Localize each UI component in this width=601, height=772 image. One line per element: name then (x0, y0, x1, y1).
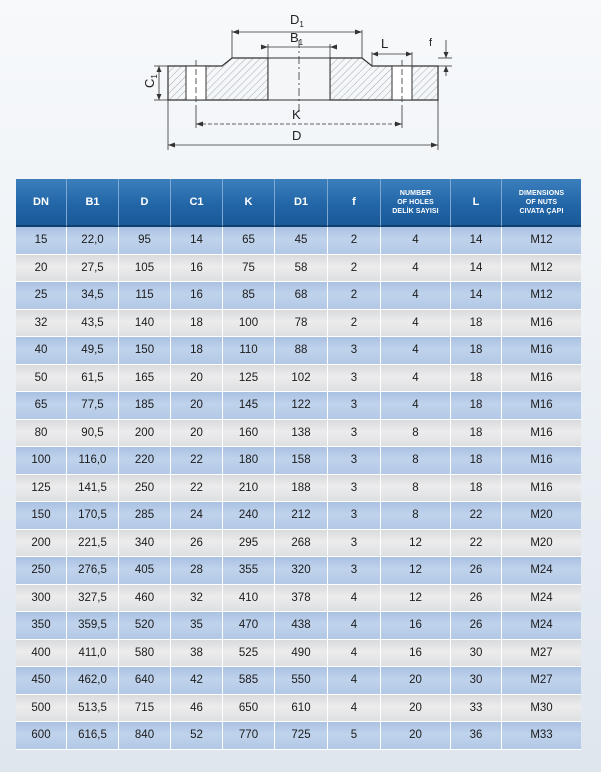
cell-l: 14 (451, 227, 502, 255)
table-body (16, 227, 581, 750)
cell-nuts: M12 (502, 282, 581, 310)
cell-nuts: M24 (502, 557, 581, 585)
cell-holes: 4 (381, 365, 451, 393)
cell-d1: 78 (275, 310, 328, 338)
cell-c1: 14 (171, 227, 223, 255)
col-header-dn: DN (16, 179, 67, 227)
cell-c1: 35 (171, 612, 223, 640)
label-b1: $B_1$ (290, 30, 304, 47)
cell-c1: 32 (171, 585, 223, 613)
cell-k: 85 (223, 282, 275, 310)
cell-b1: 616,5 (67, 722, 119, 750)
cell-d1: 138 (275, 420, 328, 448)
col-header-l: L (451, 179, 502, 227)
cell-f: 4 (328, 585, 381, 613)
cell-d1: 438 (275, 612, 328, 640)
cell-nuts: M16 (502, 337, 581, 365)
cell-d: 520 (119, 612, 171, 640)
cell-b1: 34,5 (67, 282, 119, 310)
flange-body-shape (168, 58, 268, 100)
cell-f: 3 (328, 365, 381, 393)
cell-holes: 16 (381, 612, 451, 640)
cell-b1: 49,5 (67, 337, 119, 365)
cell-l: 18 (451, 392, 502, 420)
cell-l: 18 (451, 337, 502, 365)
cell-dn: 80 (16, 420, 67, 448)
cell-d1: 122 (275, 392, 328, 420)
cell-d1: 610 (275, 695, 328, 723)
cell-k: 75 (223, 255, 275, 283)
col-header-b1: B1 (67, 179, 119, 227)
cell-l: 14 (451, 255, 502, 283)
cell-d: 220 (119, 447, 171, 475)
cell-b1: 61,5 (67, 365, 119, 393)
cell-k: 145 (223, 392, 275, 420)
cell-d: 105 (119, 255, 171, 283)
cell-dn: 150 (16, 502, 67, 530)
cell-d: 115 (119, 282, 171, 310)
cell-holes: 4 (381, 227, 451, 255)
cell-d1: 378 (275, 585, 328, 613)
cell-nuts: M16 (502, 420, 581, 448)
cell-f: 3 (328, 502, 381, 530)
cell-c1: 18 (171, 310, 223, 338)
table-row (16, 667, 581, 695)
col-header-k: K (223, 179, 275, 227)
cell-k: 240 (223, 502, 275, 530)
label-k: K (292, 107, 301, 122)
cell-k: 470 (223, 612, 275, 640)
cell-f: 2 (328, 255, 381, 283)
cell-f: 2 (328, 310, 381, 338)
cell-k: 180 (223, 447, 275, 475)
cell-dn: 100 (16, 447, 67, 475)
col-header-number-of-holes (381, 179, 451, 227)
cell-dn: 600 (16, 722, 67, 750)
cell-dn: 20 (16, 255, 67, 283)
table-header-row (16, 179, 581, 227)
cell-nuts: M20 (502, 502, 581, 530)
table-row (16, 420, 581, 448)
cell-b1: 116,0 (67, 447, 119, 475)
cell-d1: 725 (275, 722, 328, 750)
cell-nuts: M27 (502, 640, 581, 668)
cell-c1: 42 (171, 667, 223, 695)
table-row (16, 585, 581, 613)
cell-nuts: M24 (502, 612, 581, 640)
table-row (16, 502, 581, 530)
cell-dn: 125 (16, 475, 67, 503)
table-row (16, 310, 581, 338)
cell-d1: 490 (275, 640, 328, 668)
cell-k: 585 (223, 667, 275, 695)
cell-d1: 188 (275, 475, 328, 503)
cell-l: 18 (451, 420, 502, 448)
cell-dn: 200 (16, 530, 67, 558)
cell-l: 30 (451, 640, 502, 668)
cell-d1: 68 (275, 282, 328, 310)
cell-l: 26 (451, 612, 502, 640)
table-row (16, 337, 581, 365)
cell-d: 715 (119, 695, 171, 723)
cell-dn: 450 (16, 667, 67, 695)
table-row (16, 640, 581, 668)
cell-l: 36 (451, 722, 502, 750)
cell-b1: 276,5 (67, 557, 119, 585)
cell-l: 22 (451, 502, 502, 530)
cell-nuts: M16 (502, 365, 581, 393)
flange-body-shape-right (330, 58, 438, 100)
cell-k: 100 (223, 310, 275, 338)
cell-f: 4 (328, 612, 381, 640)
cell-b1: 90,5 (67, 420, 119, 448)
cell-f: 3 (328, 557, 381, 585)
cell-nuts: M12 (502, 227, 581, 255)
cell-d1: 268 (275, 530, 328, 558)
cell-c1: 16 (171, 282, 223, 310)
cell-l: 22 (451, 530, 502, 558)
cell-b1: 513,5 (67, 695, 119, 723)
cell-k: 65 (223, 227, 275, 255)
cell-nuts: M27 (502, 667, 581, 695)
cell-c1: 18 (171, 337, 223, 365)
cell-d: 405 (119, 557, 171, 585)
cell-f: 3 (328, 337, 381, 365)
cell-dn: 15 (16, 227, 67, 255)
cell-c1: 28 (171, 557, 223, 585)
cell-dn: 350 (16, 612, 67, 640)
cell-k: 160 (223, 420, 275, 448)
cell-holes: 4 (381, 337, 451, 365)
cell-b1: 462,0 (67, 667, 119, 695)
table-row (16, 612, 581, 640)
label-l: L (381, 36, 389, 51)
cell-f: 3 (328, 447, 381, 475)
cell-l: 33 (451, 695, 502, 723)
cell-k: 525 (223, 640, 275, 668)
cell-b1: 77,5 (67, 392, 119, 420)
col-header-nuts-line: DIMENSIONS (518, 189, 565, 197)
cell-l: 26 (451, 557, 502, 585)
cell-k: 295 (223, 530, 275, 558)
cell-d1: 212 (275, 502, 328, 530)
cell-f: 4 (328, 640, 381, 668)
cell-c1: 46 (171, 695, 223, 723)
cell-b1: 22,0 (67, 227, 119, 255)
cell-nuts: M16 (502, 475, 581, 503)
cell-d: 640 (119, 667, 171, 695)
cell-l: 18 (451, 475, 502, 503)
cell-c1: 24 (171, 502, 223, 530)
cell-holes: 12 (381, 585, 451, 613)
cell-dn: 400 (16, 640, 67, 668)
label-d: D (292, 128, 302, 143)
cell-b1: 411,0 (67, 640, 119, 668)
cell-d: 460 (119, 585, 171, 613)
col-header-holes-line: OF HOLES (397, 198, 434, 206)
table-row (16, 447, 581, 475)
cell-f: 4 (328, 695, 381, 723)
cell-f: 2 (328, 282, 381, 310)
cell-d1: 320 (275, 557, 328, 585)
cell-l: 18 (451, 365, 502, 393)
col-header-f: f (328, 179, 381, 227)
cell-c1: 20 (171, 420, 223, 448)
cell-c1: 22 (171, 475, 223, 503)
cell-l: 30 (451, 667, 502, 695)
cell-c1: 22 (171, 447, 223, 475)
cell-holes: 20 (381, 667, 451, 695)
cell-holes: 20 (381, 722, 451, 750)
cell-c1: 38 (171, 640, 223, 668)
cell-f: 3 (328, 475, 381, 503)
cell-d: 340 (119, 530, 171, 558)
flange-dimensions-table (16, 179, 581, 750)
table-row (16, 255, 581, 283)
cell-nuts: M16 (502, 310, 581, 338)
cell-d: 285 (119, 502, 171, 530)
table-row (16, 282, 581, 310)
cell-b1: 359,5 (67, 612, 119, 640)
cell-l: 14 (451, 282, 502, 310)
cell-nuts: M12 (502, 255, 581, 283)
cell-f: 5 (328, 722, 381, 750)
cell-k: 110 (223, 337, 275, 365)
col-header-d1: D1 (275, 179, 328, 227)
cell-d: 95 (119, 227, 171, 255)
cell-d1: 158 (275, 447, 328, 475)
flange-cross-section (0, 0, 601, 170)
cell-dn: 300 (16, 585, 67, 613)
cell-k: 410 (223, 585, 275, 613)
cell-nuts: M24 (502, 585, 581, 613)
col-header-nuts-line: OF NUTS (525, 198, 558, 206)
cell-holes: 12 (381, 530, 451, 558)
cell-d1: 102 (275, 365, 328, 393)
cell-dn: 65 (16, 392, 67, 420)
label-f: f (429, 37, 433, 49)
table-row (16, 557, 581, 585)
cell-holes: 16 (381, 640, 451, 668)
cell-d: 165 (119, 365, 171, 393)
col-header-holes-line: NUMBER (399, 189, 432, 197)
table-row (16, 365, 581, 393)
cell-nuts: M33 (502, 722, 581, 750)
cell-f: 3 (328, 530, 381, 558)
cell-holes: 8 (381, 420, 451, 448)
label-d1: $D_1$ (290, 12, 304, 29)
cell-k: 650 (223, 695, 275, 723)
cell-d: 250 (119, 475, 171, 503)
cell-k: 770 (223, 722, 275, 750)
col-header-nuts-line: CIVATA ÇAPI (519, 207, 564, 215)
cell-c1: 52 (171, 722, 223, 750)
cell-dn: 50 (16, 365, 67, 393)
table-row (16, 530, 581, 558)
cell-c1: 20 (171, 365, 223, 393)
cell-k: 355 (223, 557, 275, 585)
flange-diagram (0, 0, 601, 170)
cell-d1: 58 (275, 255, 328, 283)
cell-d: 140 (119, 310, 171, 338)
cell-f: 3 (328, 420, 381, 448)
cell-k: 125 (223, 365, 275, 393)
cell-d: 840 (119, 722, 171, 750)
cell-dn: 500 (16, 695, 67, 723)
cell-holes: 4 (381, 255, 451, 283)
cell-holes: 8 (381, 447, 451, 475)
cell-f: 3 (328, 392, 381, 420)
cell-f: 4 (328, 667, 381, 695)
cell-holes: 4 (381, 282, 451, 310)
cell-holes: 8 (381, 475, 451, 503)
cell-dn: 250 (16, 557, 67, 585)
cell-dn: 32 (16, 310, 67, 338)
cell-nuts: M30 (502, 695, 581, 723)
cell-dn: 25 (16, 282, 67, 310)
cell-b1: 221,5 (67, 530, 119, 558)
cell-b1: 170,5 (67, 502, 119, 530)
cell-dn: 40 (16, 337, 67, 365)
cell-c1: 16 (171, 255, 223, 283)
cell-nuts: M16 (502, 392, 581, 420)
table-row (16, 695, 581, 723)
cell-nuts: M20 (502, 530, 581, 558)
cell-holes: 20 (381, 695, 451, 723)
cell-nuts: M16 (502, 447, 581, 475)
cell-d1: 45 (275, 227, 328, 255)
cell-k: 210 (223, 475, 275, 503)
cell-b1: 141,5 (67, 475, 119, 503)
cell-c1: 20 (171, 392, 223, 420)
col-header-c1: C1 (171, 179, 223, 227)
col-header-d: D (119, 179, 171, 227)
cell-l: 26 (451, 585, 502, 613)
cell-d1: 550 (275, 667, 328, 695)
cell-d: 580 (119, 640, 171, 668)
cell-holes: 4 (381, 392, 451, 420)
col-header-holes-line: DELİK SAYISI (392, 207, 439, 215)
table-row (16, 392, 581, 420)
cell-b1: 327,5 (67, 585, 119, 613)
cell-d: 185 (119, 392, 171, 420)
cell-b1: 43,5 (67, 310, 119, 338)
cell-holes: 12 (381, 557, 451, 585)
cell-d1: 88 (275, 337, 328, 365)
cell-l: 18 (451, 447, 502, 475)
cell-holes: 8 (381, 502, 451, 530)
cell-b1: 27,5 (67, 255, 119, 283)
table-row (16, 475, 581, 503)
label-c1: $C_1$ (142, 74, 159, 88)
cell-c1: 26 (171, 530, 223, 558)
table-row (16, 722, 581, 750)
cell-d: 150 (119, 337, 171, 365)
cell-holes: 4 (381, 310, 451, 338)
cell-l: 18 (451, 310, 502, 338)
table-row (16, 227, 581, 255)
col-header-dimensions-of-nuts (502, 179, 581, 227)
cell-f: 2 (328, 227, 381, 255)
cell-d: 200 (119, 420, 171, 448)
